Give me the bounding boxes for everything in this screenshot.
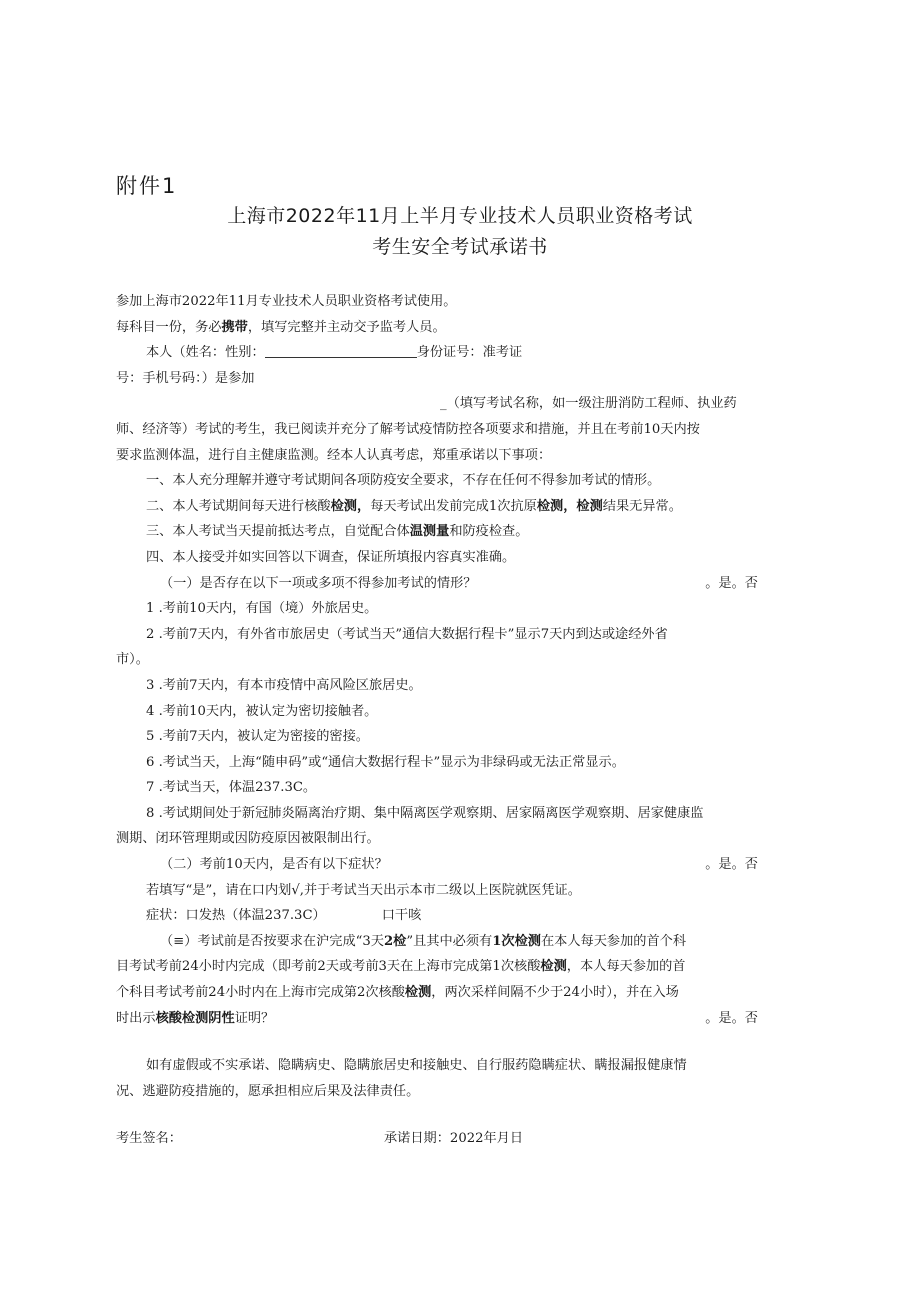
condition-item: 6 .考试当天，上海“随申码”或“通信大数据行程卡”显示为非绿码或无法正常显示。: [146, 754, 625, 770]
pledge-line: 本人（姓名：性别： 身份证号：准考证: [146, 345, 523, 361]
question-2: （二）考前10天内，是否有以下症状？ 。是。否: [116, 852, 806, 878]
closing-statement: 如有虚假或不实承诺、隐瞒病史、隐瞒旅居史和接触史、自行服药隐瞒症状、瞒报漏报健康情: [146, 1058, 687, 1074]
attachment-label: 附件1: [116, 174, 178, 198]
intro-line: 参加上海市2022年11月专业技术人员职业资格考试使用。: [116, 294, 457, 309]
question-2-note: 若填写“是”，请在口内划√,并于考试当天出示本市二级以上医院就医凭证。: [146, 882, 581, 898]
spacer: [116, 1104, 806, 1126]
document-body: [116, 289, 806, 1152]
intro-line: 每科目一份，务必携带，填写完整并主动交予监考人员。: [116, 319, 446, 335]
signature-label: 考生签名：: [116, 1131, 182, 1147]
condition-item: 1 .考前10天内，有国（境）外旅居史。: [146, 601, 378, 617]
question-3-cont: 时出示核酸检测阴性证明？ 。是。否: [116, 1006, 806, 1032]
condition-item: 2 .考前7天内，有外省市旅居史（考试当天”通信大数据行程卡”显示7天内到达或途经外省: [146, 626, 668, 642]
symptom-cough-checkbox[interactable]: 口干咳: [381, 908, 422, 924]
condition-item: 5 .考前7天内，被认定为密接的密接。: [146, 729, 369, 745]
question-1: （一）是否存在以下一项或多项不得参加考试的情形？ 。是。否: [116, 571, 806, 597]
document-subtitle: 考生安全考试承诺书: [372, 236, 548, 258]
pledge-line: 要求监测体温，进行自主健康监测。经本人认真考虑，郑重承诺以下事项：: [116, 447, 552, 463]
commitment-item: 三、本人考试当天提前抵达考点，自觉配合体温测量和防疫检查。: [146, 524, 529, 540]
pledge-line: 号：手机号码：）是参加: [116, 370, 255, 386]
yes-no-options[interactable]: 。是。否: [705, 857, 758, 873]
symptom-fever-checkbox[interactable]: 症状：口发热（体温237.3C）: [146, 908, 326, 924]
blank-underline: [265, 343, 417, 358]
pledge-line: _（填写考试名称，如一级注册消防工程师、执业药: [440, 396, 737, 412]
spacer: [116, 1031, 806, 1053]
condition-item: 3 .考前7天内，有本市疫情中高风险区旅居史。: [146, 677, 422, 693]
question-3-cont: 目考试考前24小时内完成（即考前2天或考前3天在上海市完成第1次核酸检测，本人每天参加的首: [116, 959, 686, 975]
commitment-item: 一、本人充分理解并遵守考试期间各项防疫安全要求，不存在任何不得参加考试的情形。: [146, 473, 661, 489]
closing-statement: 况、逃避防疫措施的，愿承担相应后果及法律责任。: [116, 1083, 420, 1099]
question-3-cont: 个科目考试考前24小时内在上海市完成第2次核酸检测，两次采样间隔不少于24小时），并在入场: [116, 985, 679, 1001]
date-label: 承诺日期：2022年月日: [384, 1131, 524, 1147]
condition-item-cont: 测期、闭环管理期或因防疫原因被限制出行。: [116, 831, 380, 847]
condition-item-cont: 市）。: [116, 652, 149, 668]
pledge-line: 师、经济等）考试的考生，我已阅读并充分了解考试疫情防控各项要求和措施，并且在考前10天内按: [116, 421, 700, 437]
commitment-item: 四、本人接受并如实回答以下调查，保证所填报内容真实准确。: [146, 549, 516, 565]
symptom-options: [116, 903, 806, 929]
signature-row: [116, 1126, 806, 1152]
condition-item: 7 .考试当天，体温237.3C。: [146, 780, 317, 796]
commitment-item: 二、本人考试期间每天进行核酸检测，每天考试出发前完成1次抗原检测，检测结果无异常。: [146, 498, 682, 514]
condition-item: 8 .考试期间处于新冠肺炎隔离治疗期、集中隔离医学观察期、居家隔离医学观察期、居家健康监: [146, 805, 704, 821]
condition-item: 4 .考前10天内，被认定为密切接触者。: [146, 703, 378, 719]
document-title: 上海市2022年11月上半月专业技术人员职业资格考试: [227, 205, 693, 227]
yes-no-options[interactable]: 。是。否: [705, 1010, 758, 1026]
question-3: （≡）考试前是否按要求在沪完成“3天2检”且其中必须有1次检测在本人每天参加的首个科: [160, 933, 687, 949]
yes-no-options[interactable]: 。是。否: [705, 575, 758, 591]
